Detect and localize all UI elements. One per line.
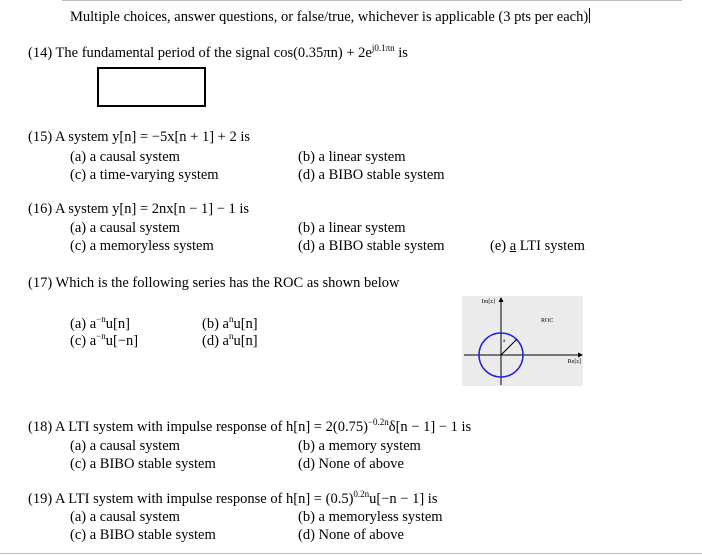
top-rule — [62, 0, 682, 1]
q15-option-a[interactable]: (a) a causal system — [70, 149, 180, 165]
q16-option-a[interactable]: (a) a causal system — [70, 220, 180, 236]
text-cursor — [589, 8, 590, 23]
q17-option-b[interactable]: (b) $a^nu[n]$ — [202, 314, 258, 332]
imag-axis-arrow — [499, 297, 504, 302]
q17-option-a[interactable]: (a) $a^{-n}u[n]$ — [70, 314, 130, 332]
instructions: Multiple choices, answer questions, or false/true, whichever is applicable (3 pts per each) — [70, 9, 589, 25]
im-axis-label: Im[z] — [481, 299, 495, 305]
exponent: j0.1πn — [371, 43, 395, 53]
answer-box[interactable] — [97, 67, 206, 107]
question-15: (15) A system y[n] = −5x[n + 1] + 2 is — [28, 129, 251, 145]
q18-option-d[interactable]: (d) None of above — [298, 456, 404, 472]
q17-option-c[interactable]: (c) $a^{-n}u[-n]$ — [70, 331, 139, 349]
question-14: (14) The fundamental period of the signal $\cos(0.35\pi n) + 2e^{j0.1\pi n}$ is — [28, 43, 408, 61]
q18-option-a[interactable]: (a) a causal system — [70, 438, 180, 454]
q16-option-c[interactable]: (c) a memoryless system — [70, 238, 214, 254]
q15-option-c[interactable]: (c) a time-varying system — [70, 167, 219, 183]
q19-option-a[interactable]: (a) a causal system — [70, 509, 180, 525]
bottom-rule — [0, 553, 702, 554]
question-17: (17) Which is the following series has the ROC as shown below — [28, 275, 400, 291]
q18-option-b[interactable]: (b) a memory system — [298, 438, 421, 454]
question-16: (16) A system y[n] = 2nx[n − 1] − 1 is — [28, 201, 250, 217]
question-19: (19) A LTI system with impulse response of $h[n] = (0.5)^{0.2n}u[-n - 1]$ is — [28, 489, 438, 507]
radius-label: a — [503, 339, 506, 344]
question-18: (18) A LTI system with impulse response of $h[n] = 2(0.75)^{-0.2n}\delta[n - 1] - 1$ is — [28, 417, 472, 435]
q16-option-b[interactable]: (b) a linear system — [298, 220, 406, 236]
q19-option-c[interactable]: (c) a BIBO stable system — [70, 527, 216, 543]
q19-option-d[interactable]: (d) None of above — [298, 527, 404, 543]
q16-option-e[interactable]: (e) a LTI system — [490, 238, 585, 254]
q17-option-d[interactable]: (d) $a^nu[n]$ — [202, 331, 258, 349]
q15-option-d[interactable]: (d) a BIBO stable system — [298, 167, 445, 183]
q15-option-b[interactable]: (b) a linear system — [298, 149, 406, 165]
real-axis-arrow — [578, 353, 583, 358]
roc-figure — [462, 296, 583, 386]
q18-option-c[interactable]: (c) a BIBO stable system — [70, 456, 216, 472]
q19-option-b[interactable]: (b) a memoryless system — [298, 509, 443, 525]
q16-option-d[interactable]: (d) a BIBO stable system — [298, 238, 445, 254]
roc-label: ROC — [541, 318, 554, 324]
re-axis-label: Re[z] — [567, 359, 581, 365]
